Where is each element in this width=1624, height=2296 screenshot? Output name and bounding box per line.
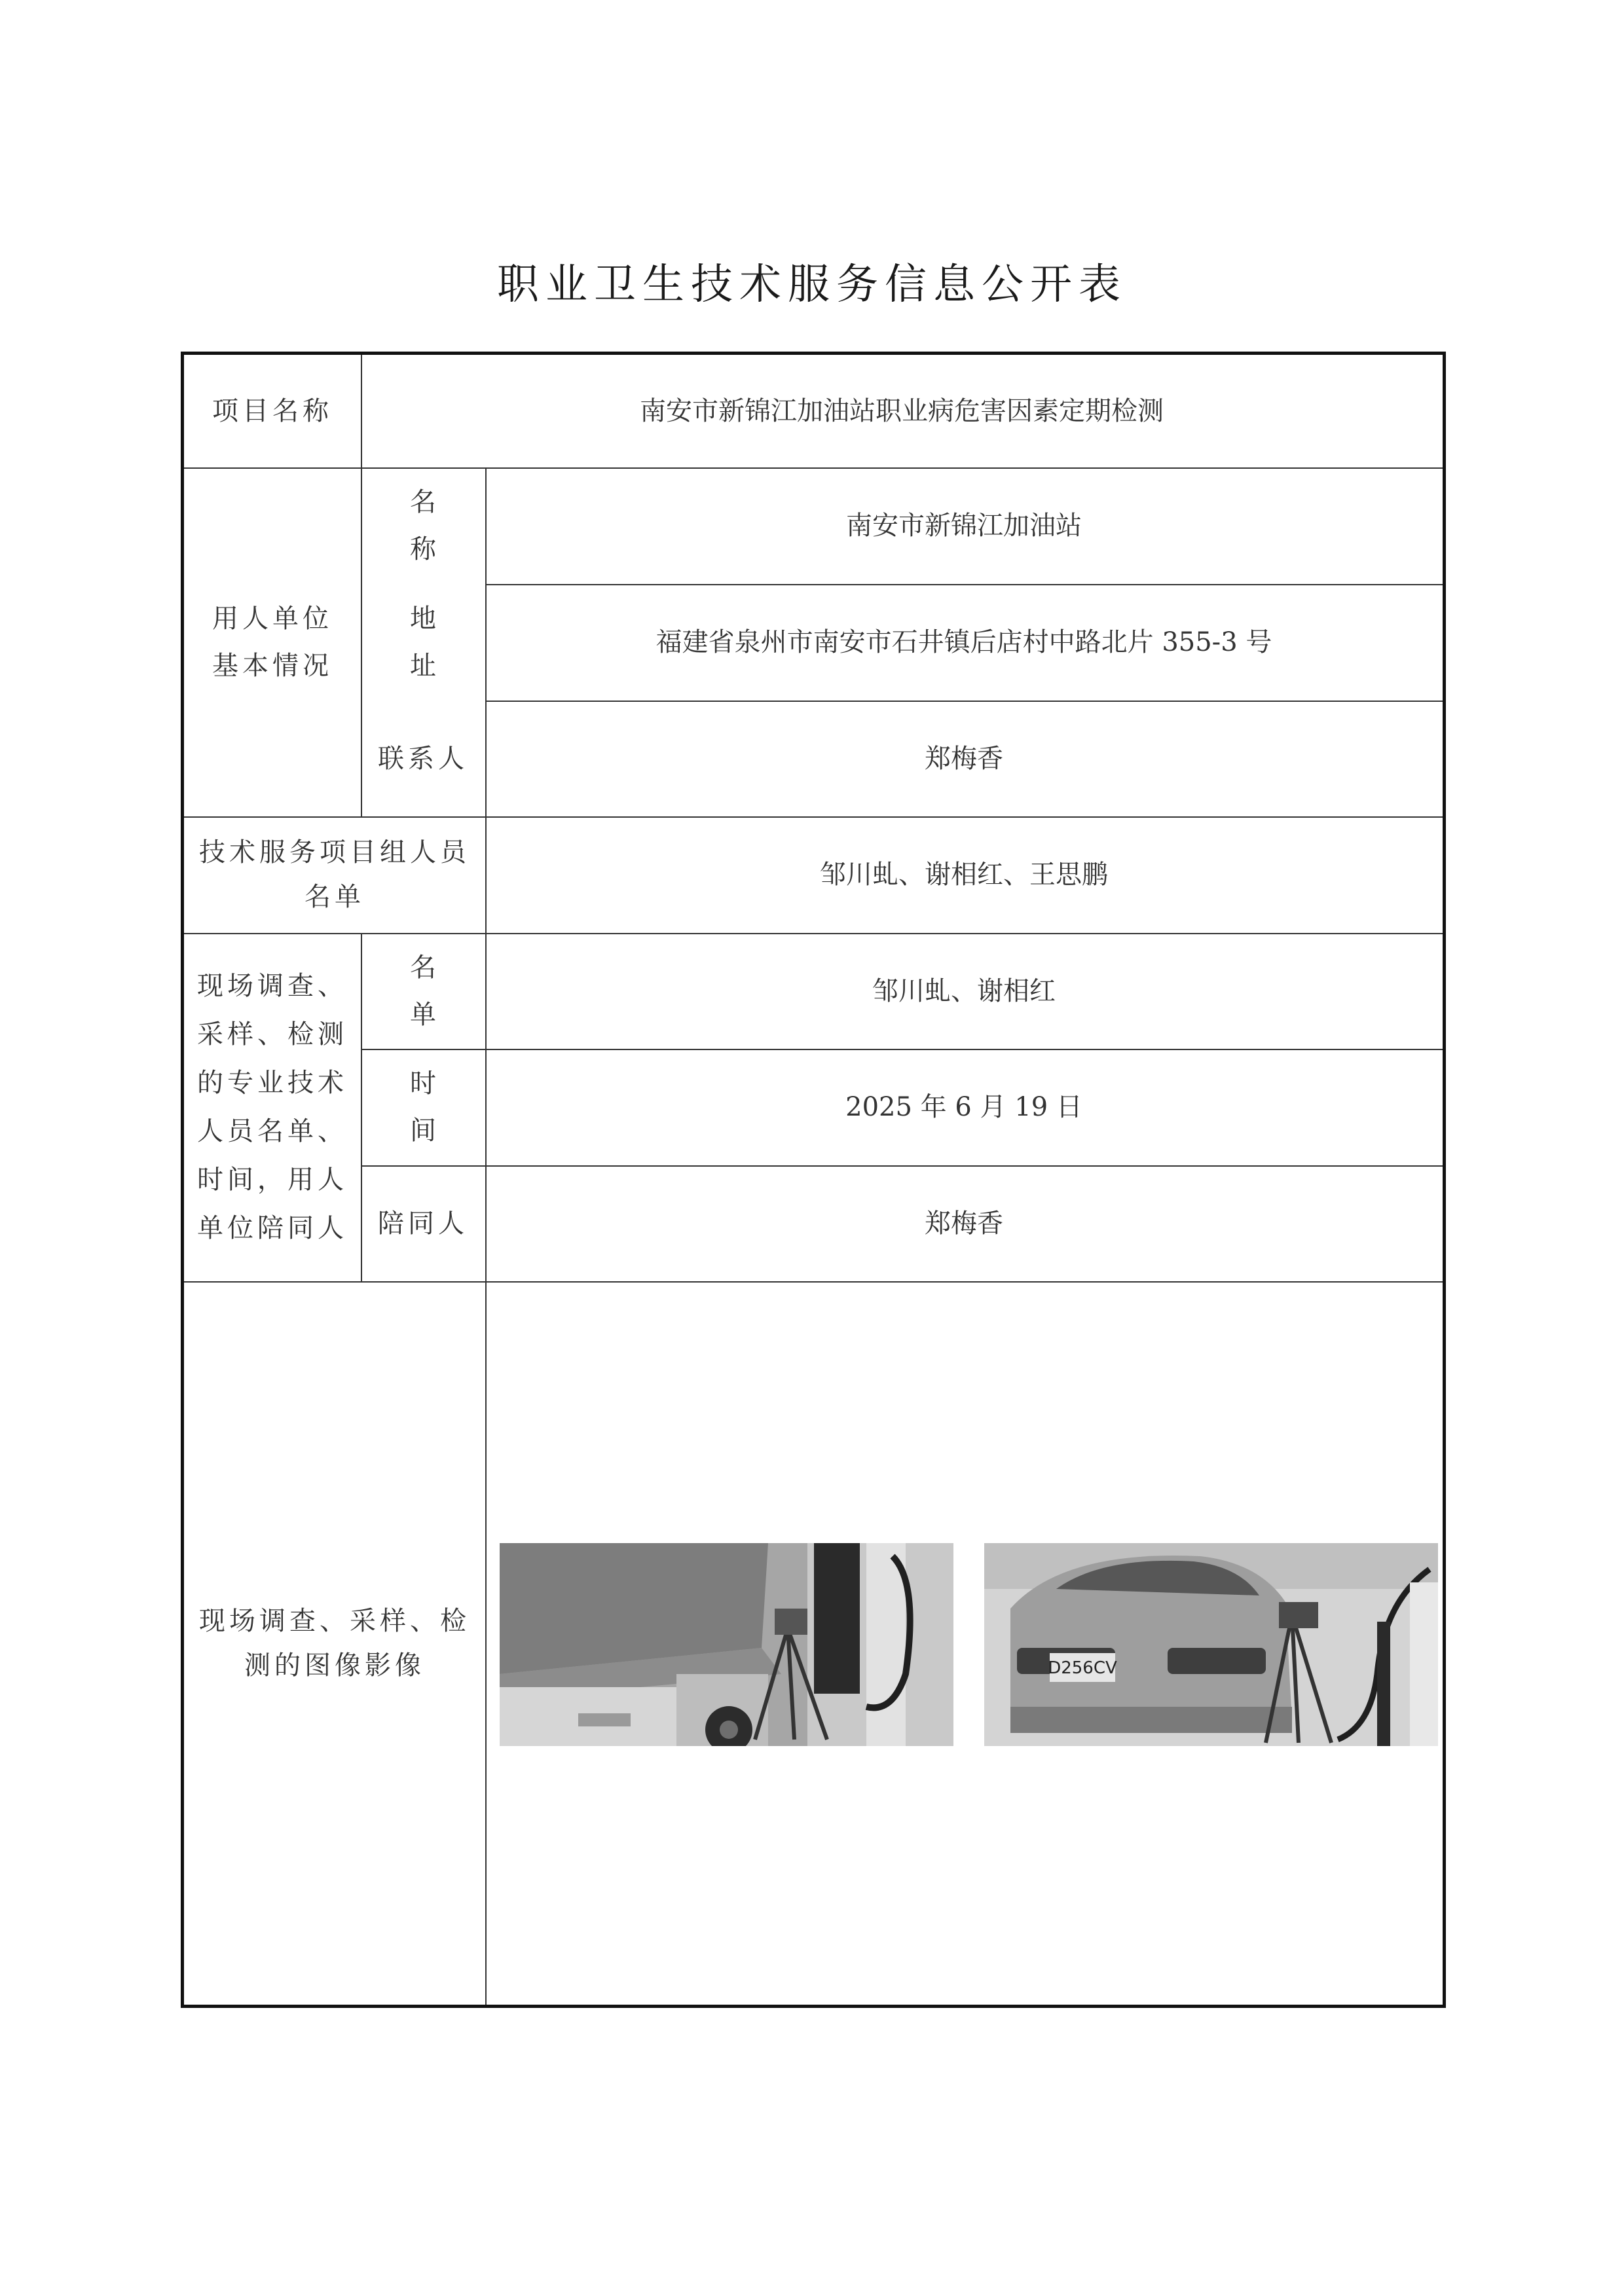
images-label-line-2: 测的图像影像 [244, 1650, 425, 1681]
employer-name-label: 名称 [410, 487, 478, 564]
project-name-value: 南安市新锦江加油站职业病危害因素定期检测 [640, 396, 1164, 426]
survey-label-line-2: 采样、检测 [197, 1019, 348, 1049]
survey-label-line-4: 人员名单、 [197, 1116, 348, 1146]
survey-list-label: 名单 [410, 952, 478, 1030]
info-table [181, 352, 1446, 2008]
license-plate-text: D256CV [1048, 1658, 1117, 1678]
column-divider [485, 1281, 487, 2005]
survey-label-line-5: 时间，用人 [197, 1165, 348, 1195]
employer-label [184, 467, 361, 816]
images-label-line-1: 现场调查、采样、检 [199, 1605, 470, 1636]
images-label [184, 1281, 485, 2005]
team-label-line-2: 名单 [304, 882, 365, 912]
team-label [184, 816, 485, 933]
survey-label-line-6: 单位陪同人 [197, 1213, 348, 1243]
survey-label-line-3: 的专业技术 [197, 1068, 348, 1098]
employer-contact-label: 联系人 [378, 743, 468, 774]
survey-escort-label: 陪同人 [378, 1208, 468, 1239]
survey-time-value: 2025 年 6 月 19 日 [845, 1092, 1082, 1122]
team-value: 邹川虬、谢相红、王思鹏 [820, 860, 1108, 890]
site-photo-car [984, 1543, 1438, 1746]
project-name-label: 项目名称 [212, 396, 333, 426]
employer-label-line-2: 基本情况 [212, 650, 333, 681]
employer-address-label: 地址 [410, 604, 478, 681]
employer-contact-value: 郑梅香 [925, 743, 1003, 774]
employer-name-value: 南安市新锦江加油站 [846, 511, 1082, 541]
employer-label-line-1: 用人单位 [212, 603, 333, 634]
survey-list-value: 邹川虬、谢相红 [872, 975, 1056, 1006]
survey-time-label: 时间 [410, 1068, 478, 1146]
team-label-line-1: 技术服务项目组人员 [199, 837, 470, 867]
survey-label [184, 933, 361, 1281]
survey-escort-value: 郑梅香 [925, 1208, 1003, 1239]
employer-address-value: 福建省泉州市南安市石井镇后店村中路北片 355-3 号 [655, 627, 1272, 657]
survey-label-line-1: 现场调查、 [197, 971, 348, 1001]
site-photo-truck [500, 1543, 953, 1746]
page-title: 职业卫生技术服务信息公开表 [497, 261, 1127, 309]
